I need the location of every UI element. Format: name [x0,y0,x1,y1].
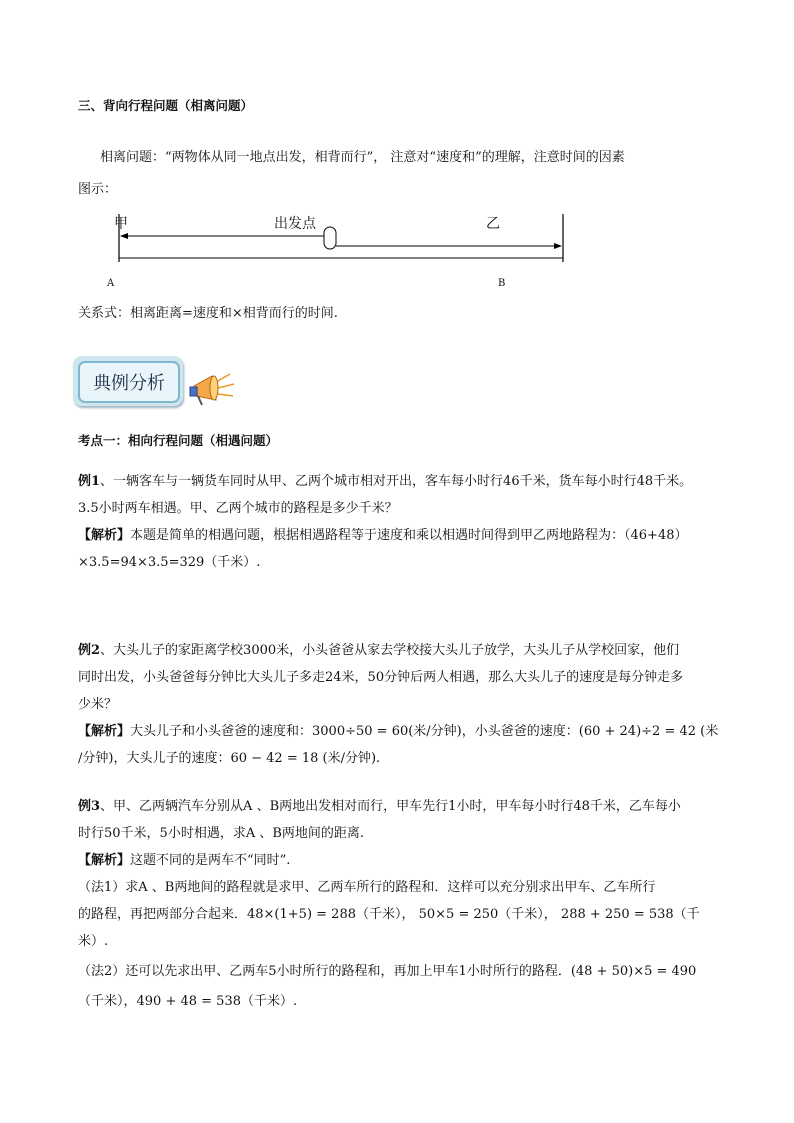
example3-analysis-6: （千米），490 + 48 = 538（千米）. [78,994,298,1009]
example3-analysis-1: 这题不同的是两车不“同时”. [130,853,291,868]
example1-text-1: 、一辆客车与一辆货车同时从甲、乙两个城市相对开出，客车每小时行46千米，货车每小时行48千米。 [100,474,693,489]
topic-heading: 考点一：相向行程问题（相遇问题） [78,433,279,448]
example3-analysis-2: （法1）求A 、B两地间的路程就是求甲、乙两车所行的路程和．这样可以充分别求出甲车、乙车所行 [78,880,656,895]
example2-text-3: 少米？ [78,697,118,712]
example3-analysis-line1 [78,851,290,871]
label-start-point: 出发点 [274,216,316,232]
example2-analysis-line1 [78,722,718,742]
example3-analysis-4: 米）. [78,934,109,949]
relation-formula: 关系式：相离距离=速度和×相背而行的时间. [78,306,338,321]
figure-label: 图示： [78,182,118,197]
example3-analysis-3: 的路程，再把两部分合起来．48×(1+5) = 288（千米）， 50×5 = 250（千米）， 288 + 250 = 538（千 [78,907,700,922]
analysis-label: 【解析】 [78,724,131,739]
analysis-label: 【解析】 [78,853,131,868]
example1-line1 [78,472,692,492]
example3-text-1: 、甲、乙两辆汽车分别从A 、B两地出发相对而行，甲车先行1小时，甲车每小时行48千米，乙车每小 [100,799,681,814]
example2-line1 [78,641,679,661]
example3-line1 [78,797,681,817]
example3-text-2: 时行50千米，5小时相遇，求A 、B两地间的距离. [78,826,365,841]
example1-label: 例1 [78,474,101,489]
intro-text: 相离问题：“两物体从同一地点出发，相背而行”， 注意对“速度和”的理解，注意时间的因素 [100,150,625,165]
section-heading: 三、背向行程问题（相离问题） [78,98,254,113]
banner-label: 典例分析 [78,361,180,403]
example1-text-2: 3.5小时两车相遇。甲、乙两个城市的路程是多少千米？ [78,501,398,516]
label-yi: 乙 [486,216,500,232]
example1-analysis-line1 [78,526,688,546]
example2-text-1: 、大头儿子的家距离学校3000米，小头爸爸从家去学校接大头儿子放学，大头儿子从学校回家，他们 [100,643,680,658]
example1-analysis-1: 本题是简单的相遇问题，根据相遇路程等于速度和乘以相遇时间得到甲乙两地路程为：（46+48） [130,528,688,543]
analysis-label: 【解析】 [78,528,131,543]
point-b: B [498,278,506,289]
example1-analysis-2: ×3.5=94×3.5=329（千米）. [78,555,261,570]
label-jia: 甲 [114,216,128,232]
example3-analysis-5: （法2）还可以先求出甲、乙两车5小时所行的路程和，再加上甲车1小时所行的路程．(48 + 50)×5 = 490 [78,964,697,979]
example2-analysis-1: 大头儿子和小头爸爸的速度和：3000÷50 = 60(米/分钟)，小头爸爸的速度：(60 + 24)÷2 = 42 (米 [130,724,719,739]
example2-analysis-2: /分钟)，大头儿子的速度：60 − 42 = 18 (米/分钟). [78,751,381,766]
example3-label: 例3 [78,799,101,814]
point-a: A [107,278,115,289]
megaphone-icon [186,372,236,408]
example2-label: 例2 [78,643,101,658]
section-banner [73,356,183,406]
example2-text-2: 同时出发，小头爸爸每分钟比大头儿子多走24米，50分钟后两人相遇，那么大头儿子的速度是每分钟走多 [78,670,684,685]
